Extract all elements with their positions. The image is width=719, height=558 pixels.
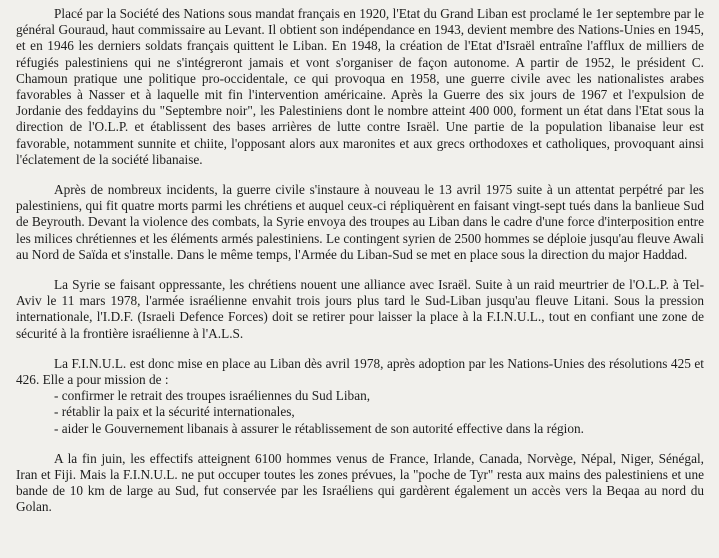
mission-list bbox=[16, 388, 704, 437]
paragraph-guerre-civile-1975: Après de nombreux incidents, la guerre civile s'instaure à nouveau le 13 avril 1975 suite à un attentat perpétré par les palestiniens, qui fit quatre morts parmi les chrétiens et auquel ceux-ci répliquèrent en faisant vingt-sept tués dans la banlieue Sud de Beyrouth. Devant la violence des combats, la Syrie envoya des troupes au Liban dans le cadre d'une force d'interposition entre les milices chrétiennes et les éléments armés palestiniens. Le contingent syrien de 2500 hommes se déploie jusqu'au fleuve Awali au Nord de Saïda et s'installe. Dans le même temps, l'Armée du Liban-Sud se met en place sous la direction du major Haddad. bbox=[16, 182, 704, 262]
paragraph-alliance-israel: La Syrie se faisant oppressante, les chrétiens nouent une alliance avec Israël. Suite à un raid meurtrier de l'O.L.P. à Tel-Aviv le 11 mars 1978, l'armée israélienne envahit trois jours plus tard le Sud-Liban jusqu'au fleuve Litani. Sous la pression internationale, l'I.D.F. (Israeli Defence Forces) doit se retirer pour laisser la place à la F.I.N.U.L., tout en confiant une zone de sécurité à la frontière israélienne à l'A.L.S. bbox=[16, 277, 704, 341]
paragraph-finul-mise-en-place: La F.I.N.U.L. est donc mise en place au Liban dès avril 1978, après adoption par les Nations-Unies des résolutions 425 et 426. Elle a pour mission de : bbox=[16, 355, 704, 388]
mission-item: - rétablir la paix et la sécurité internationales, bbox=[54, 404, 295, 420]
paragraph-grand-liban: Placé par la Société des Nations sous mandat français en 1920, l'Etat du Grand Liban est proclamé le 1er septembre par le général Gouraud, haut commissaire au Levant. Il obtient son indépendance en 1943, devient membre des Nations-Unies en 1945, et en 1946 les derniers soldats français quittent le Liban. En 1948, la création de l'Etat d'Israël entraîne l'afflux de milliers de réfugiés palestiniens qui ne s'intégreront jamais et vont s'organiser de façon autonome. A partir de 1952, le président C. Chamoun pratique une politique pro-occidentale, ce qui provoqua en 1958, une guerre civile avec les nationalistes arabes favorables à Nasser et à laquelle mit fin l'intervention américaine. Après la Guerre des six jours de 1967 et l'expulsion de Jordanie des feddayins du "Septembre noir", les Palestiniens dont le nombre atteint 400 000, forment un état dans l'Etat sous la direction de l'O.L.P. et établissent des bases arrières de lutte contre Israël. Une partie de la population libanaise leur est favorable, notamment sunnite et chiite, l'opposant alors aux maronites et aux grecs orthodoxes et catholiques, provoquant ainsi l'éclatement de la société libanaise. bbox=[16, 6, 704, 167]
mission-item: - confirmer le retrait des troupes israéliennes du Sud Liban, bbox=[54, 388, 371, 404]
document-page bbox=[16, 2, 704, 516]
paragraph-effectifs-juin: A la fin juin, les effectifs atteignent 6100 hommes venus de France, Irlande, Canada, Norvège, Népal, Niger, Sénégal, Iran et Fiji. Mais la F.I.N.U.L. ne put occuper toutes les zones prévues, la "poche de Tyr" resta aux mains des palestiniens et une bande de 10 km de large au Sud, fut conservée par les Israéliens qui gardèrent également un accès vers la Beqaa au nord du Golan. bbox=[16, 450, 704, 515]
mission-item: - aider le Gouvernement libanais à assurer le rétablissement de son autorité effective dans la région. bbox=[54, 420, 584, 436]
